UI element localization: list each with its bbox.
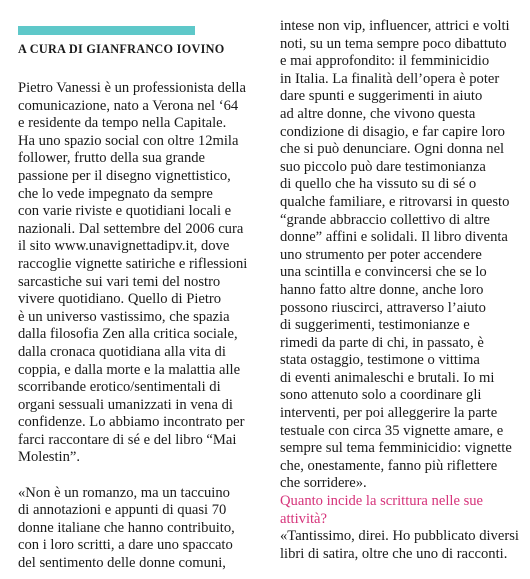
text-line: qualche familiare, e ritrovarsi in questo	[280, 193, 510, 210]
text-line: vivere quotidiano. Quello di Pietro	[18, 291, 222, 308]
text-line: di suggerimenti, testimonianze e	[280, 317, 470, 334]
text-line: comunicazione, nato a Verona nel ‘64	[18, 97, 239, 114]
text-line: dare spunti e suggerimenti in aiuto	[280, 88, 483, 105]
text-line: dalla filosofia Zen alla critica sociale,	[18, 326, 238, 343]
text-line: Quanto incide la scrittura nelle sue	[280, 493, 484, 510]
text-line: suo piccolo può dare testimonianza	[280, 158, 486, 175]
text-line: con i loro scritti, a dare uno spaccato	[18, 537, 233, 554]
text-line: attività?	[280, 510, 328, 527]
text-line: farci raccontare di sé e del libro “Mai	[18, 431, 237, 448]
text-line: sono attenuto solo a coordinare gli	[280, 387, 482, 404]
text-line: condizione di disagio, e far capire loro	[280, 123, 505, 140]
text-line: organi sessuali umanizzati in vena di	[18, 396, 233, 413]
text-line: Ha uno spazio social con oltre 12mila	[18, 132, 239, 149]
text-line: follower, frutto della sua grande	[18, 150, 206, 167]
byline: A CURA DI GIANFRANCO IOVINO	[18, 42, 225, 56]
text-line: che lo vede impegnato da sempre	[18, 185, 213, 202]
text-line: intese non vip, influencer, attrici e volti	[280, 18, 510, 34]
text-line: uno strumento per poter accendere	[280, 246, 482, 263]
right-column	[280, 18, 530, 563]
text-line: nazionali. Dal settembre del 2006 cura	[18, 220, 244, 237]
quote-paragraph-continued	[280, 18, 530, 493]
text-line: donne italiane che hanno contribuito,	[18, 519, 235, 536]
text-line: sarcastiche sui vari temi del nostro	[18, 273, 221, 290]
intro-paragraph	[18, 80, 268, 467]
quote-paragraph-start	[18, 485, 268, 573]
text-line: che, onestamente, fanno più riflettere	[280, 457, 498, 474]
text-line: e residente da tempo nella Capitale.	[18, 115, 227, 132]
text-line: che si può denunciare. Ogni donna nel	[280, 141, 505, 158]
text-line: “grande abbraccio collettivo di altre	[280, 211, 490, 228]
text-line: dalla cronaca quotidiana alla vita di	[18, 343, 226, 360]
text-line: ad altre donne, che vivono questa	[280, 105, 476, 122]
text-line: passione per il disegno vignettistico,	[18, 167, 231, 184]
text-line: una scintilla e convincersi che se lo	[280, 264, 487, 281]
text-line: di eventi animaleschi e brutali. Io mi	[280, 369, 495, 386]
text-line: testuale con circa 35 vignette amare, e	[280, 422, 504, 439]
text-line: noti, su un tema sempre poco dibattuto	[280, 35, 507, 52]
text-line: del sentimento delle donne comuni,	[18, 555, 226, 572]
text-line: raccoglie vignette satiriche e riflessioni	[18, 255, 248, 272]
text-line: in Italia. La finalità dell’opera è poter	[280, 70, 500, 87]
text-line: con varie riviste e quotidiani locali e	[18, 203, 232, 220]
text-line: Molestin”.	[18, 449, 81, 466]
text-line: interventi, per poi alleggerire la parte	[280, 405, 498, 422]
text-line: il sito www.unavignettadipv.it, dove	[18, 238, 230, 255]
text-line: scorribande erotico/sentimentali di	[18, 379, 221, 396]
text-line: sempre sul tema femminicidio: vignette	[280, 440, 512, 457]
text-line: coppia, e dalla morte e la malattia alle	[18, 361, 241, 378]
interview-answer	[280, 528, 530, 563]
text-line: di annotazioni e appunti di quasi 70	[18, 502, 227, 519]
interview-question	[280, 493, 530, 528]
text-line: «Tantissimo, direi. Ho pubblicato diversi	[280, 528, 519, 545]
text-line: Pietro Vanessi è un professionista della	[18, 80, 246, 96]
text-line: donne” affini e solidali. Il libro diventa	[280, 229, 508, 246]
text-line: rimedi da parte di chi, in passato, è	[280, 334, 484, 351]
text-line: che sorridere».	[280, 475, 367, 492]
text-line: libri di satira, oltre che uno di racconti.	[280, 545, 508, 562]
accent-bar	[18, 26, 195, 35]
text-line: e mai approfondito: il femminicidio	[280, 53, 490, 70]
text-line: è un universo vastissimo, che spazia	[18, 308, 230, 325]
text-line: possono riuscirci, attraverso l’aiuto	[280, 299, 486, 316]
text-line: di quello che ha vissuto su di sé o	[280, 176, 477, 193]
text-line: hanno fatto altre donne, anche loro	[280, 281, 484, 298]
left-column	[18, 80, 268, 573]
text-line: stata ostaggio, testimone o vittima	[280, 352, 480, 369]
text-line: confidenze. Lo abbiamo incontrato per	[18, 414, 245, 431]
text-line: «Non è un romanzo, ma un taccuino	[18, 484, 230, 501]
